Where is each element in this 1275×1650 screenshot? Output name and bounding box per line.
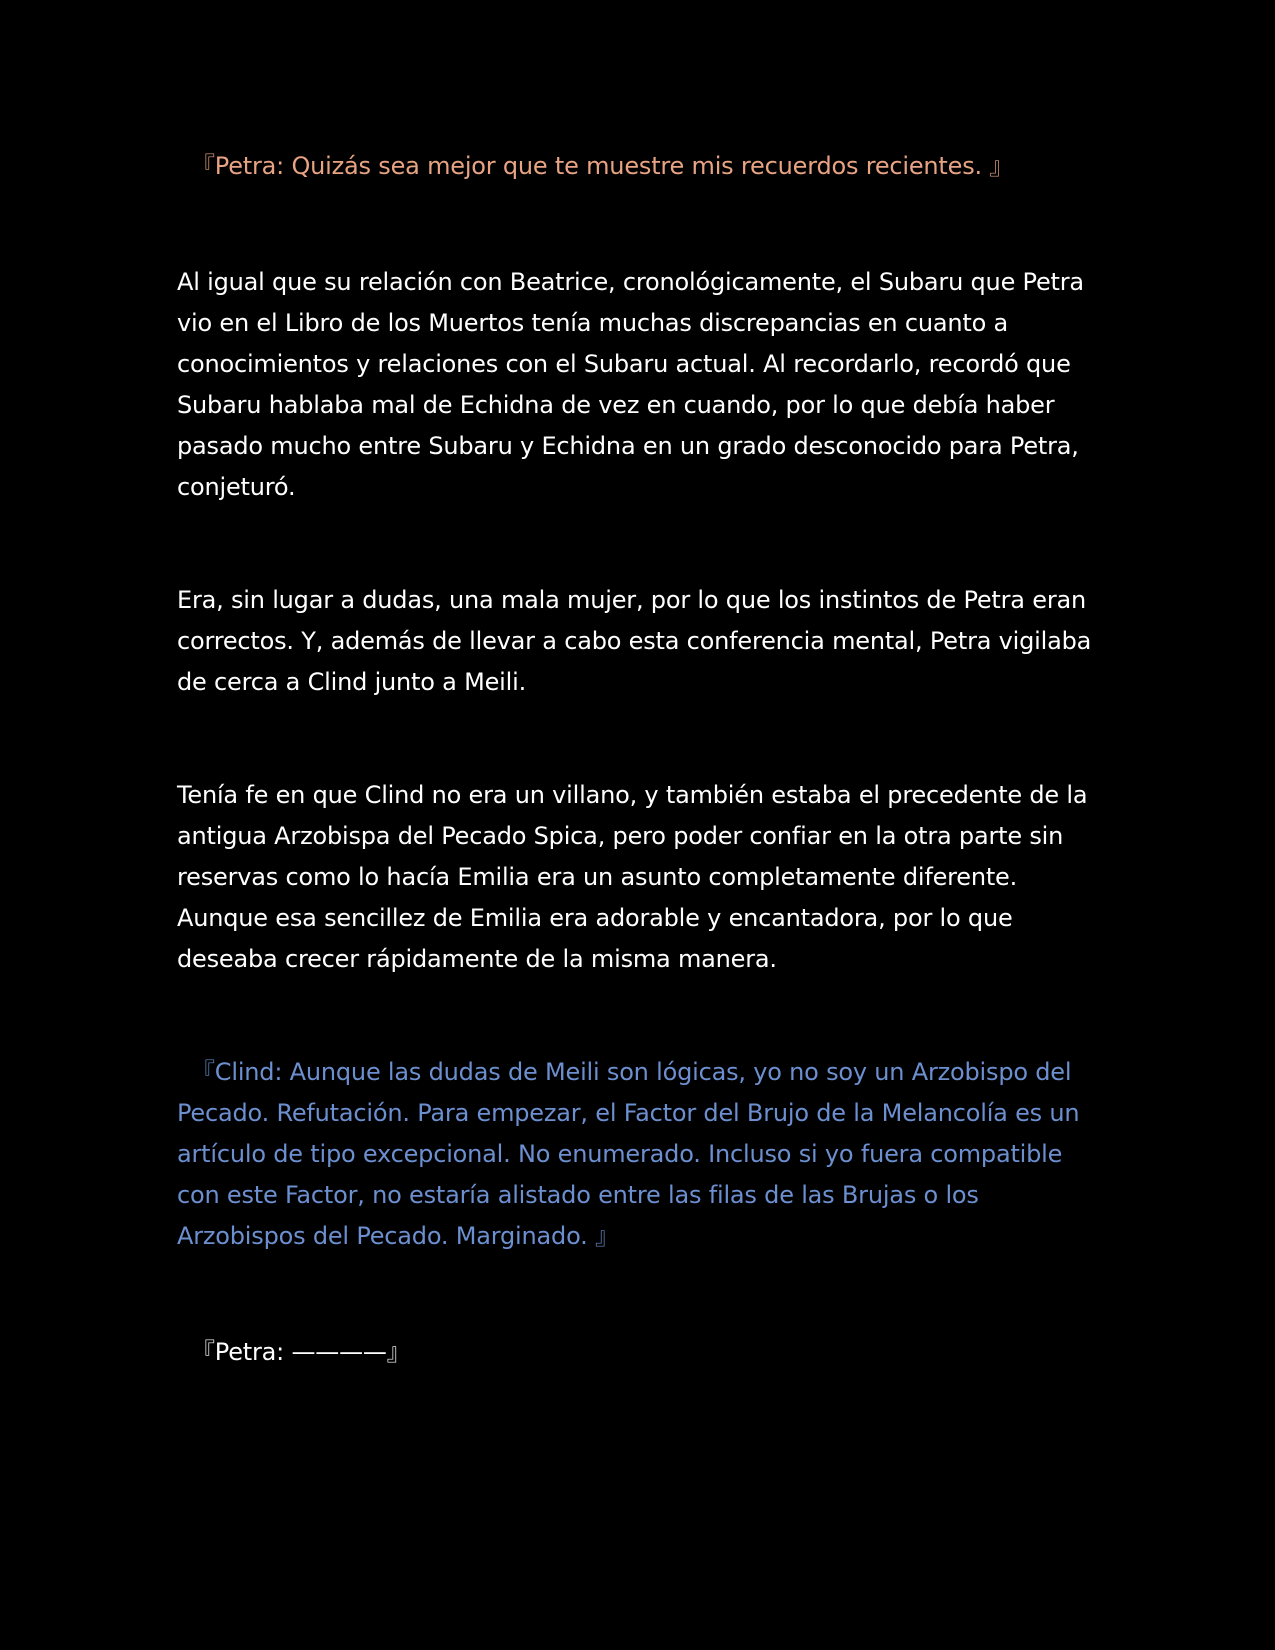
petra-dialog-line: 『Petra: Quizás sea mejor que te muestre mis recuerdos recientes. 』 <box>191 152 1014 180</box>
petra-dialog-line: 『Petra: ————』 <box>191 1338 411 1366</box>
narration-paragraph: Tenía fe en que Clind no era un villano, y también estaba el precedente de la antigua Arzobispa del Pecado Spica, pero poder confiar en la otra parte sin reservas como lo hacía Emilia era un asunto completamente diferente. Aunque esa sencillez de Emilia era adorable y encantadora, por lo que deseaba crecer rápidamente de la misma manera. <box>177 781 1088 973</box>
narration-paragraph: Era, sin lugar a dudas, una mala mujer, por lo que los instintos de Petra eran correctos. Y, además de llevar a cabo esta conferencia mental, Petra vigilaba de cerca a Clind junto a Meili. <box>177 586 1092 696</box>
narration-paragraph: Al igual que su relación con Beatrice, cronológicamente, el Subaru que Petra vio en el Libro de los Muertos tenía muchas discrepancias en cuanto a conocimientos y relaciones con el Subaru actual. Al recordarlo, recordó que Subaru hablaba mal de Echidna de vez en cuando, por lo que debía haber pasado mucho entre Subaru y Echidna en un grado desconocido para Petra, conjeturó. <box>177 268 1084 501</box>
document-body <box>177 146 1107 1373</box>
clind-dialog-paragraph: 『Clind: Aunque las dudas de Meili son lógicas, yo no soy un Arzobispo del Pecado. Refutación. Para empezar, el Factor del Brujo de la Melancolía es un artículo de tipo excepcional. No enumerado. Incluso si yo fuera compatible con este Factor, no estaría alistado entre las filas de las Brujas o los Arzobispos del Pecado. Marginado. 』 <box>177 1058 1080 1250</box>
